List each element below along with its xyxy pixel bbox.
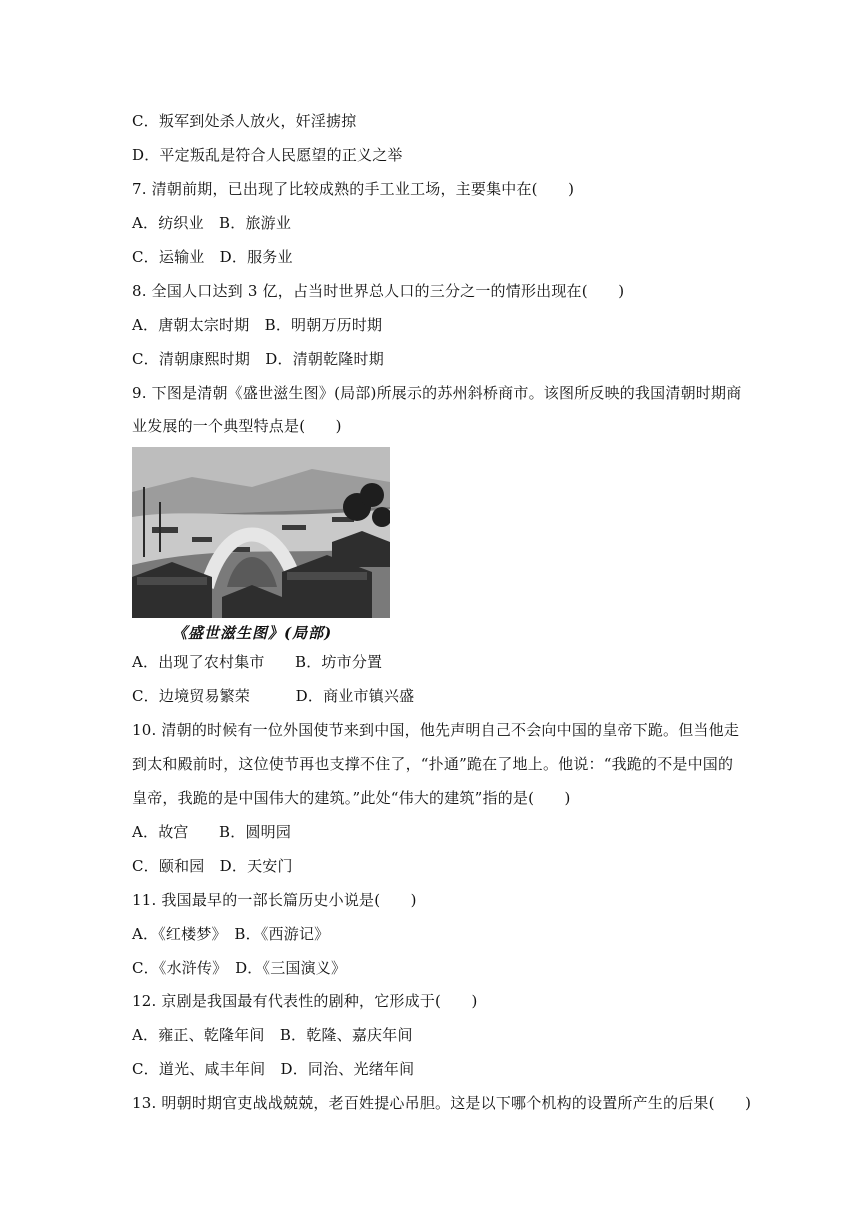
question-9-continued: 业发展的一个典型特点是( ) bbox=[132, 417, 342, 435]
option-text: C．清朝康熙时期 D．清朝乾隆时期 bbox=[132, 350, 384, 368]
figure-caption: 《盛世滋生图》(局部) bbox=[172, 624, 333, 642]
question-10-continued: 到太和殿前时，这位使节再也支撑不住了，“扑通”跪在了地上。他说：“我跪的不是中国的 bbox=[132, 755, 734, 773]
option-text: C．叛军到处杀人放火，奸淫掳掠 bbox=[132, 112, 357, 130]
option-text: C．边境贸易繁荣 D．商业市镇兴盛 bbox=[132, 687, 415, 705]
question-13: 13. 明朝时期官吏战战兢兢，老百姓提心吊胆。这是以下哪个机构的设置所产生的后果( ) bbox=[132, 1094, 752, 1112]
question-10-continued: 皇帝，我跪的是中国伟大的建筑。”此处“伟大的建筑”指的是( ) bbox=[132, 789, 571, 807]
option-text: A．雍正、乾隆年间 B．乾隆、嘉庆年间 bbox=[132, 1026, 413, 1044]
painting-image bbox=[132, 447, 390, 618]
option-text: D．平定叛乱是符合人民愿望的正义之举 bbox=[132, 146, 403, 164]
option-text: C．道光、咸丰年间 D．同治、光绪年间 bbox=[132, 1060, 415, 1078]
question-12: 12. 京剧是我国最有代表性的剧种，它形成于( ) bbox=[132, 992, 478, 1010]
question-11: 11. 我国最早的一部长篇历史小说是( ) bbox=[132, 891, 417, 909]
question-8: 8. 全国人口达到 3 亿，占当时世界总人口的三分之一的情形出现在( ) bbox=[132, 282, 625, 300]
option-text: C．《水浒传》 D．《三国演义》 bbox=[132, 959, 347, 977]
question-7: 7. 清朝前期，已出现了比较成熟的手工业工场，主要集中在( ) bbox=[132, 180, 575, 198]
question-9: 9. 下图是清朝《盛世滋生图》(局部)所展示的苏州斜桥商市。该图所反映的我国清朝时期商 bbox=[132, 384, 742, 402]
option-text: C．运输业 D．服务业 bbox=[132, 248, 293, 266]
option-text: A．出现了农村集市 B．坊市分置 bbox=[132, 653, 383, 671]
option-text: A．唐朝太宗时期 B．明朝万历时期 bbox=[132, 316, 383, 334]
option-text: A．故宫 B．圆明园 bbox=[132, 823, 292, 841]
option-text: A．《红楼梦》 B．《西游记》 bbox=[132, 925, 330, 943]
question-10: 10. 清朝的时候有一位外国使节来到中国，他先声明自己不会向中国的皇帝下跪。但当他走 bbox=[132, 721, 740, 739]
option-text: C．颐和园 D．天安门 bbox=[132, 857, 293, 875]
option-text: A．纺织业 B．旅游业 bbox=[132, 214, 292, 232]
